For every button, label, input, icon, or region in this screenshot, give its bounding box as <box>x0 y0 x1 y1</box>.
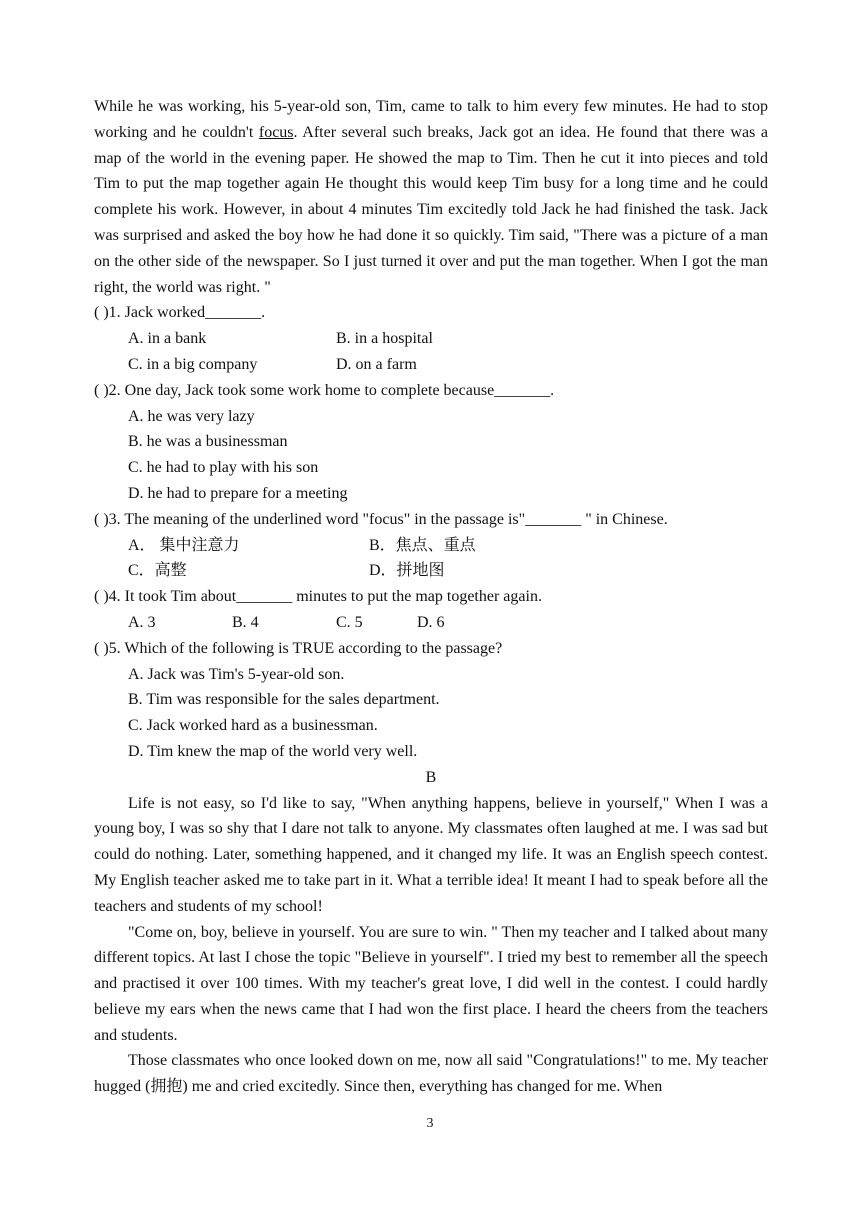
option: A. in a bank <box>128 330 207 348</box>
question-1-stem: ( )1. Jack worked_______. <box>94 304 266 322</box>
option: D. Tim knew the map of the world very well. <box>128 742 418 760</box>
option: C. he had to play with his son <box>128 459 319 477</box>
question-5-stem: ( )5. Which of the following is TRUE according to the passage? <box>94 639 503 657</box>
passage-text: While he was working, his 5-year-old son, Tim, came to talk to him every few minutes. He had to stop working and he couldn't <box>94 98 768 141</box>
page-number: 3 <box>426 1116 434 1131</box>
question-3-stem: ( )3. The meaning of the underlined word "focus" in the passage is"_______ " in Chinese. <box>94 510 668 528</box>
question-4-stem: ( )4. It took Tim about_______ minutes to put the map together again. <box>94 588 542 606</box>
option: B. Tim was responsible for the sales department. <box>128 691 440 709</box>
question-1-options-row-1 <box>94 326 768 352</box>
option: B. 4 <box>232 613 259 631</box>
option: B. in a hospital <box>336 330 433 348</box>
question-3-options-row-2 <box>94 558 768 584</box>
option: D. on a farm <box>336 355 417 373</box>
question-1-options-row-2 <box>94 352 768 378</box>
question-2-stem: ( )2. One day, Jack took some work home to complete because_______. <box>94 381 555 399</box>
option: A． 集中注意力 <box>128 536 240 554</box>
passage-text: . After several such breaks, Jack got an idea. He found that there was a map of the world in the evening paper. He showed the map to Tim. Then he cut it into pieces and told Tim to put the map together again He thought this would keep Tim busy for a long time and he could complete his work. However, in about 4 minutes Tim excitedly told Jack he had finished the task. Jack was surprised and asked the boy how he had done it so quickly. Tim said, "There was a picture of a man on the other side of the newspaper. So I just turned it over and put the man together. When I got the man right, the world was right. " <box>94 123 768 296</box>
section-heading: B <box>425 768 437 786</box>
passage-b-paragraph-2: "Come on, boy, believe in yourself. You are sure to win. " Then my teacher and I talked about many different topics. At last I chose the topic "Believe in yourself". I tried my best to remember all the speech and practised it over 100 times. With my teacher's great love, I did well in the contest. I could hardly believe my ears when the news came that I had won the first place. I heard the cheers from the teachers and students. <box>94 923 768 1044</box>
document-page <box>94 94 768 1100</box>
underlined-word: focus <box>258 123 294 141</box>
option: B．焦点、重点 <box>369 536 476 554</box>
option: D．拼地图 <box>369 562 445 580</box>
passage-a-paragraph <box>94 94 768 300</box>
option: B. he was a businessman <box>128 433 288 451</box>
option: D. he had to prepare for a meeting <box>128 484 348 502</box>
option: C. in a big company <box>128 355 258 373</box>
option: A. 3 <box>128 613 156 631</box>
option: A. he was very lazy <box>128 407 255 425</box>
question-3-options-row-1 <box>94 533 768 559</box>
option: C. 5 <box>336 613 363 631</box>
option: C. Jack worked hard as a businessman. <box>128 717 378 735</box>
option: C．高整 <box>128 562 187 580</box>
option: A. Jack was Tim's 5-year-old son. <box>128 665 345 683</box>
option: D. 6 <box>417 613 445 631</box>
passage-b-paragraph-3: Those classmates who once looked down on me, now all said "Congratulations!" to me. My teacher hugged (拥抱) me and cried excitedly. Since then, everything has changed for me. When <box>94 1052 768 1096</box>
passage-b-paragraph-1: Life is not easy, so I'd like to say, "When anything happens, believe in yourself," When I was a young boy, I was so shy that I dare not talk to anyone. My classmates often laughed at me. I was sad but could do nothing. Later, something happened, and it changed my life. It was an English speech contest. My English teacher asked me to take part in it. What a terrible idea! It meant I had to speak before all the teachers and students of my school! <box>94 794 768 915</box>
question-4-options <box>94 610 768 636</box>
